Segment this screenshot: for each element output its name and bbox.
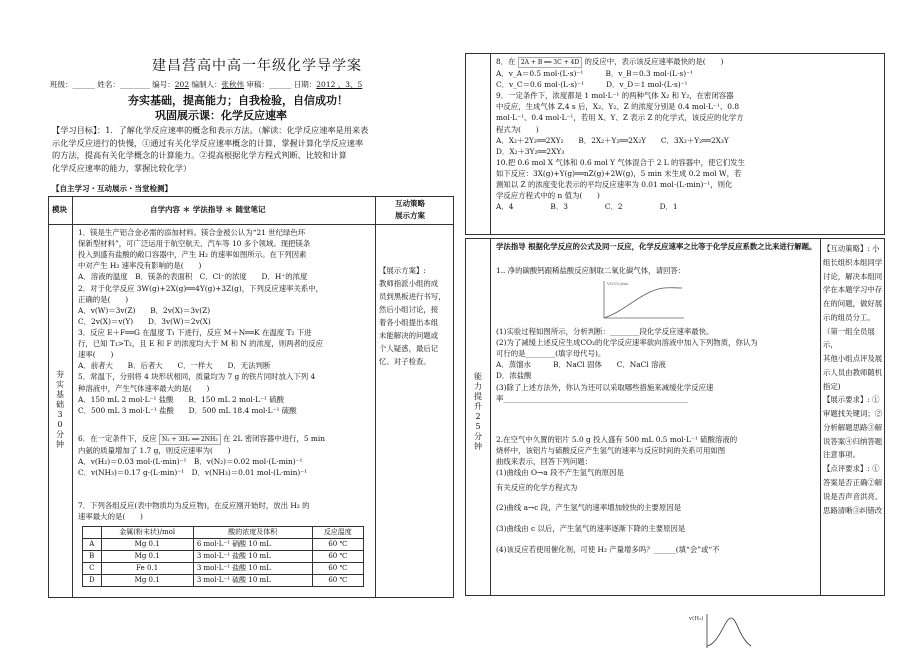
col-strategy-header-2: 展示方案 — [395, 211, 425, 220]
page-title: 建昌营高中高一年级化学导学案 — [152, 58, 362, 74]
left-questions: 1．镁是生产铝合金必需的添加材料。镁合金被公认为“21 世纪绿色环 保新型材料”，可广泛运用于航空航天、汽车等 10 多个领域。现把镁条 投入到盛有盐酸的敞口容器中，产生 H₂ 的速率如图所示。在下列因素 中对产生 H₂ 速率没有影响的是( ) A．溶液的温度 B．镁条的表面积 C．Cl⁻的浓度 D．H⁺的浓度 2．对于化学反应 3W(g)+2X(g)══4Y(g)+3Z(g)，下列反应速率关系中， 正确的是( ) A．v(W)＝3v(Z) B．2v(X)＝3v(Z) C．2v(X)＝v(Y) D．3v(W)＝2v(X) 3．反应 E＋F══G 在温度 T₁ 下进行，反应 M＋N══K 在温度 T₂ 下进 行，已知 T₁>T₂，且 E 和 F 的浓度均大于 M 和 N 的浓度，则两者的反应 速率( ) A．前者大 B．后者大 C．一样大 D．无法判断 5．常温下，分别将 4 块形状相同，质量均为 7 g 的铁片同时放入下列 4 种溶液中，产生气体速率最大的是( ) A．150 mL 2 mol·L⁻¹ 盐酸 B．150 mL 2 mol·L⁻¹ 硫酸 C．500 mL 3 mol·L⁻¹ 盐酸 D．500 mL 18.4 mol·L⁻¹ 硫酸 — [78, 228, 324, 415]
ability-question-2: 2.在空气中久置的铝片 5.0 g 投入盛有 500 mL 0.5 mol·L⁻¹ 硫酸溶液的 烧杯中，该铝片与硫酸反应产生氢气的速率与反应时间的关系可用如图 曲线来表示，回答下列问题： (1)曲线由 O→a 段不产生氢气的原因是 有关反应的化学方程式为 (2)曲线 a→c 段，产生氢气的速率增加较快的主要原因是 (3)曲线由 c 以后，产生氢气的速率逐渐下降的主要原因是 (4)该反应若使用催化剂，可使 H₂ 产量增多吗？______(填“会”或“不 — [496, 435, 738, 554]
graph-y-label: v(H₂) — [689, 616, 704, 622]
h2-rate-graph — [685, 608, 755, 648]
graph-curve — [707, 618, 751, 646]
table-row: A Mg 0.1 6 mol·L⁻¹ 硝酸 10 mL 60 ℃ — [83, 539, 364, 551]
ability-question-1: 1.. 净的碳酸钙跟稀盐酸反应制取二氧化碳气体，请回答： — [496, 266, 686, 275]
slogan: 夯实基础，提高能力；自我检验，自信成功！ — [128, 94, 348, 107]
reaction-image: N₂ + 3H₂ ══ 2NH₃ — [159, 434, 221, 445]
col-module-header: 模块 — [52, 205, 67, 214]
table-row: C Fe 0.1 3 mol·L⁻¹ 盐酸 10 mL 60 ℃ — [83, 563, 364, 575]
learning-objectives: 【学习目标】：1．了解化学反应速率的概念和表示方法。（解读：化学反应速率是用来表 示化学反应进行的快慢，①通过有关化学反应速率概念的计算，掌握计算化学反应速率 的方法，提高有关化学概念的计算能力。②提高根据化学方程式判断、比较和计算 化学反应速率的能力，掌握比较化学） — [52, 125, 369, 174]
col-content-header: 自学内容 ＊ 学法指导 ＊ 随堂笔记 — [150, 205, 266, 214]
question-8: 8．在 2A + B ══ 3C + 4D 的反应中，表示该反应速率最快的是( ) A．v_A＝0.5 mol·(L·s)⁻¹ B．v_B＝0.3 mol·(L·s)⁻¹ C．v_C＝0.6 mol·(L·s)⁻¹ D．v_D＝1 mol·(L·s)⁻¹ 9．一定条件下，浓度都是 1 mol·L⁻¹ 的两种气体 X₂ 和 Y₂，在密闭容器 中反应，生成气体 Z,4 s 后，X₂、Y₂、Z 的浓度分别是 0.4 mol·L⁻¹、0.8 mol·L⁻¹、0.4 mol·L⁻¹，若用 X、Y、Z 表示 Z 的化学式，该反应的化学方 程式为( ) A．X₂＋2Y₂══2XY₂ B．2X₂＋Y₂══2X₂Y C．3X₂＋Y₂══2X₃Y D．X₂＋3Y₂══2XY₃ 10.把 0.6 mol X 气体和 0.6 mol Y 气体混合于 2 L 的容器中，使它们发生 如下反应：3X(g)+Y(g)══nZ(g)+2W(g)，5 min 末生成 0.2 mol W，若 测知以 Z 的浓度变化表示的平均反应速率为 0.01 mol·(L·min)⁻¹，则化 学反应方程式中的 n 值为( ) A．4 B．3 C．2 D．1 — [496, 57, 745, 212]
q7-table — [82, 526, 364, 587]
module-label-foundation: 夯实基础30分钟 — [56, 370, 64, 449]
meta-line: 班级：______ 姓名：________ 编号：202 编制人：张秋伟 审稿：______ 日期：2012 、3、5 — [50, 80, 363, 89]
ability-question-1-parts: (1)实验过程如图所示，分析判断：________段化学反应速率最快。 (2)为了减缓上述反应生成CO₂的化学反应速率欲向溶液中加入下列物质，你认为 可行的是________(填字母代号)。 A．蒸馏水 B．NaCl 固体 C．NaCl 溶液 D．浓盐酸 (3)除了上述方法外，你认为还可以采取哪些措施来减缓化学反应速 率__________________________________________________ — [496, 327, 758, 403]
graph-curve — [604, 288, 682, 318]
table-row: B Mg 0.1 3 mol·L⁻¹ 盐酸 10 mL 60 ℃ — [83, 551, 364, 563]
question-7: 7．下列各组反应(表中物质均为反应物)，在反应刚开始时，放出 H₂ 的 速率最大的是( ) — [78, 501, 310, 522]
col-strategy-header-1: 互动策略 — [395, 199, 425, 208]
lesson-title: 巩固展示课：化学反应速率 — [155, 109, 287, 122]
table-row: 金属(粉末状)/mol 酸的浓度及体积 反应温度 — [83, 527, 364, 539]
section-banner: 【自主学习・互动展示・当堂检测】 — [52, 184, 172, 193]
right-interaction-strategy: 【互动策略】: 小 组长组织本组同学 讨论，解决本组同 学在本题学习中存 在的问题，做好展 示的组员分工。 （第一组全员展示， 其他小组点评及展 示人员由教师随机 指定) 【展示要求】: ① 审题找关键词；② 分析解题思路③解 说答案④归纳答题 注意事项。 【点评要求】: ① 答案是否正确②解 说是否声音洪亮、 思路清晰③纠错改 — [823, 244, 883, 515]
reaction-image: 2A + B ══ 3C + 4D — [518, 57, 582, 68]
left-display-plan: 【展示方案】: 教师指派小组的成 员到黑板进行书写， 然后小组讨论，接 着各小组提出本组 未能解决的问题或 个人疑惑，最后记 忆、对子检查。 — [379, 266, 446, 366]
question-6: 6．在一定条件下，反应 N₂ + 3H₂ ══ 2NH₃ 在 2L 密闭容器中进行，5 min 内氨的质量增加了 1.7 g，则反应速率为( ) A．v(H₂)＝0.03 mol·(L·min)⁻¹ B．v(N₂)＝0.02 mol·(L·min)⁻¹ C．v(NH₃)＝0.17 g·(L·min)⁻¹ D．v(NH₃)＝0.01 mol·(L·min)⁻¹ — [78, 434, 326, 478]
graph-y-label: V(CO₂)/mL — [607, 281, 629, 286]
co2-volume-graph — [598, 278, 688, 322]
module-label-ability: 能力提升25分钟 — [474, 372, 482, 451]
table-row: D Mg 0.1 3 mol·L⁻¹ 硫酸 10 mL 60 ℃ — [83, 575, 364, 587]
method-guide: 学法指导 根据化学反应的公式及同一反应，化学反应速率之比等于化学反应系数之比来进行解题。 — [496, 242, 817, 251]
